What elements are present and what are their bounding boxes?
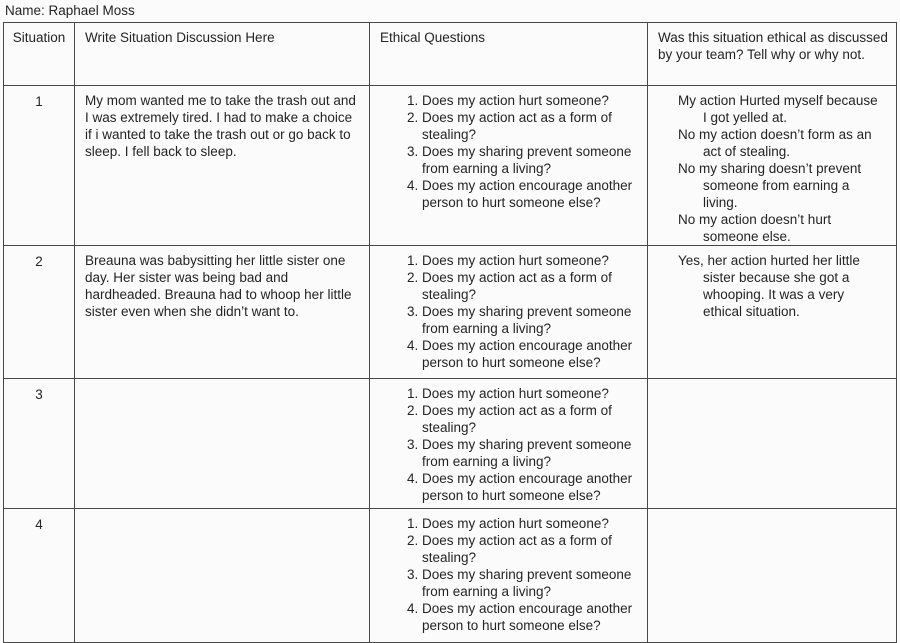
team-answer-item: No my action doesn’t form as an act of stealing.	[678, 127, 872, 159]
situation-discussion-cell	[75, 509, 370, 643]
situation-number: 3	[35, 387, 43, 402]
situation-discussion-cell	[75, 246, 370, 379]
ethics-worksheet-table	[3, 22, 897, 643]
ethical-question-item: 2. Does my action act as a form of stealing?	[422, 402, 641, 436]
team-answer-cell	[648, 86, 897, 246]
ethical-questions-list	[370, 92, 641, 211]
team-answer-list	[678, 92, 884, 245]
team-answer-item: No my sharing doesn’t prevent someone from earning a living.	[678, 161, 862, 210]
ethical-questions-cell	[370, 509, 648, 643]
situation-number: 2	[35, 254, 43, 269]
ethical-question-item: 2. Does my action act as a form of stealing?	[422, 109, 641, 143]
situation-discussion-text: My mom wanted me to take the trash out and I was extremely tired. I had to make a choice if i wanted to take the trash out or go back to sleep. I fell back to sleep.	[85, 93, 356, 159]
ethical-question-item: 2. Does my action act as a form of stealing?	[422, 532, 641, 566]
ethical-question-item: 1. Does my action hurt someone?	[422, 252, 641, 269]
ethical-question-item: 4. Does my action encourage another person to hurt someone else?	[422, 600, 641, 634]
ethical-questions-cell	[370, 379, 648, 509]
situation-discussion-cell	[75, 86, 370, 246]
header-row	[4, 23, 897, 86]
col-header-was-ethical: Was this situation ethical as discussed by your team? Tell why or why not.	[648, 23, 897, 86]
team-answer-item: My action Hurted myself because I got yelled at.	[678, 93, 878, 125]
table-row	[4, 509, 897, 643]
team-answer-cell	[648, 246, 897, 379]
ethical-question-item: 3. Does my sharing prevent someone from earning a living?	[422, 436, 641, 470]
situation-number: 4	[35, 517, 43, 532]
ethical-question-item: 1. Does my action hurt someone?	[422, 515, 641, 532]
situation-discussion-text: Breauna was babysitting her little sister one day. Her sister was being bad and hardheaded. Breauna had to whoop her little sister even when she didn’t want to.	[85, 253, 352, 319]
team-answer-item: Yes, her action hurted her little sister because she got a whooping. It was a very ethical situation.	[678, 253, 860, 319]
ethical-question-item: 4. Does my action encourage another person to hurt someone else?	[422, 177, 641, 211]
ethical-questions-cell	[370, 86, 648, 246]
ethical-question-item: 3. Does my sharing prevent someone from earning a living?	[422, 303, 641, 337]
ethical-question-item: 1. Does my action hurt someone?	[422, 385, 641, 402]
team-answer-list	[678, 252, 884, 320]
ethical-question-item: 3. Does my sharing prevent someone from earning a living?	[422, 143, 641, 177]
col-header-ethical-questions: Ethical Questions	[370, 23, 648, 86]
col-header-discussion: Write Situation Discussion Here	[75, 23, 370, 86]
team-answer-cell	[648, 379, 897, 509]
situation-number: 1	[35, 94, 43, 109]
table-row	[4, 86, 897, 246]
ethical-question-item: 2. Does my action act as a form of stealing?	[422, 269, 641, 303]
situation-number-cell	[4, 379, 75, 509]
ethical-questions-list	[370, 385, 641, 504]
table-row	[4, 246, 897, 379]
col-header-situation: Situation	[4, 23, 75, 86]
name-label: Name: Raphael Moss	[5, 3, 135, 18]
table-row	[4, 379, 897, 509]
ethical-questions-list	[370, 515, 641, 634]
ethical-questions-cell	[370, 246, 648, 379]
ethical-question-item: 4. Does my action encourage another person to hurt someone else?	[422, 337, 641, 371]
ethical-question-item: 4. Does my action encourage another person to hurt someone else?	[422, 470, 641, 504]
table-body	[4, 86, 897, 643]
situation-number-cell	[4, 246, 75, 379]
team-answer-item: No my action doesn’t hurt someone else.	[678, 212, 832, 244]
situation-discussion-cell	[75, 379, 370, 509]
ethical-question-item: 3. Does my sharing prevent someone from earning a living?	[422, 566, 641, 600]
ethical-question-item: 1. Does my action hurt someone?	[422, 92, 641, 109]
ethical-questions-list	[370, 252, 641, 371]
situation-number-cell	[4, 86, 75, 246]
situation-number-cell	[4, 509, 75, 643]
team-answer-cell	[648, 509, 897, 643]
